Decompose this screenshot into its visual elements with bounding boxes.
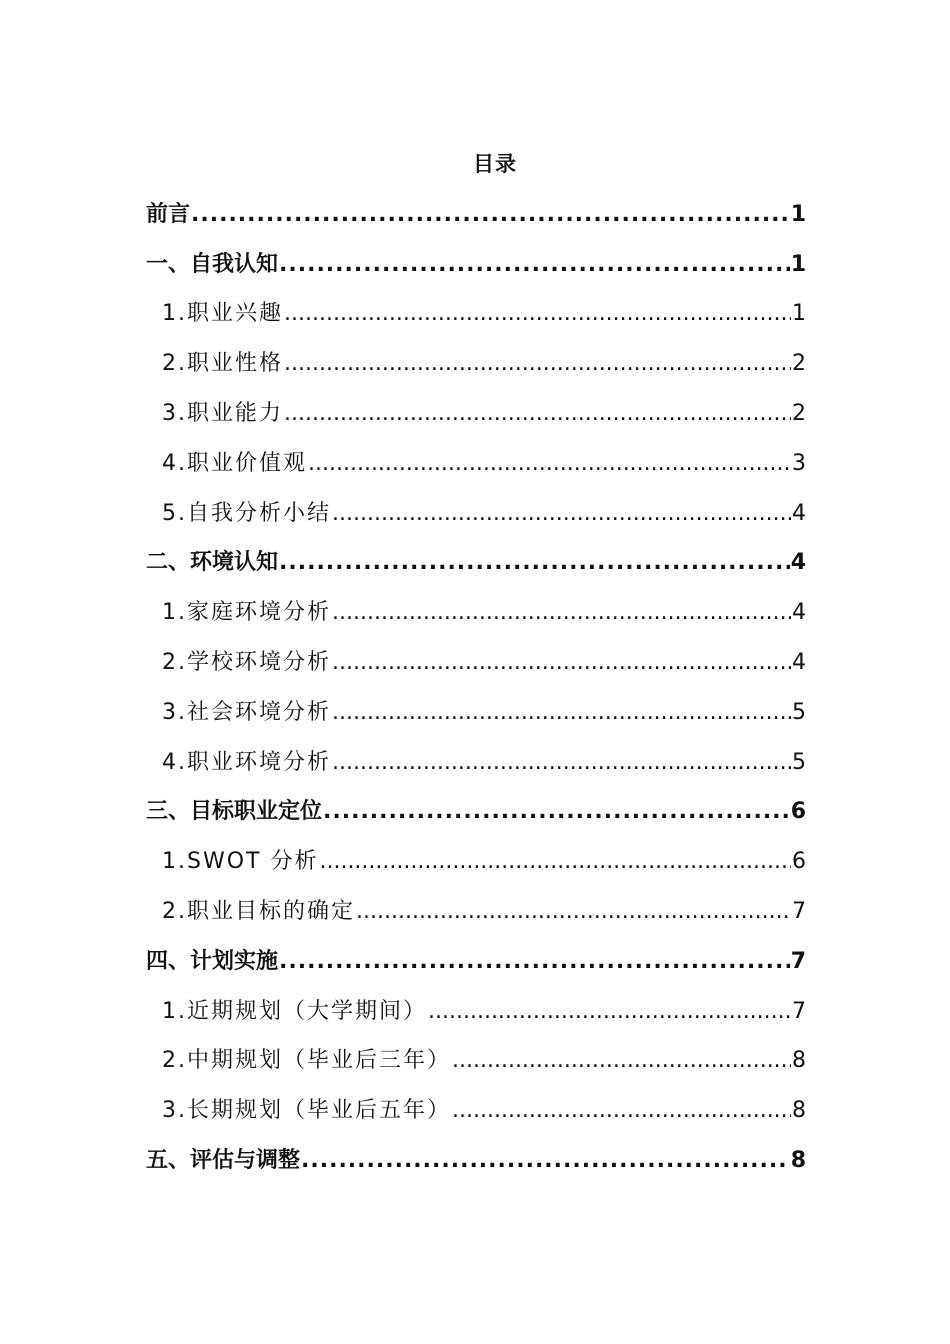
toc-entry-page: 6: [792, 849, 806, 875]
toc-entry-page: 4: [792, 500, 806, 526]
toc-leader-dots: [279, 552, 790, 574]
toc-entry-label: 前言: [146, 201, 191, 227]
toc-entry-label: 1.家庭环境分析: [162, 600, 331, 626]
toc-leader-dots: [332, 602, 791, 624]
toc-entry-page: 4: [792, 650, 806, 676]
toc-subentry[interactable]: [146, 339, 806, 389]
toc-entry-label: 五、评估与调整: [146, 1148, 301, 1174]
toc-entry-page: 7: [790, 948, 806, 974]
toc-entry-label: 4.职业价值观: [162, 450, 307, 476]
toc-entry-page: 5: [792, 749, 806, 775]
toc-entry-label: 一、自我认知: [146, 251, 279, 277]
toc-entry-page: 5: [792, 699, 806, 725]
toc-leader-dots: [332, 503, 791, 525]
toc-entry-page: 2: [792, 401, 806, 427]
toc-entry-page: 2: [792, 351, 806, 377]
toc-subentry[interactable]: [146, 489, 806, 539]
toc-entry-label: 二、环境认知: [146, 550, 279, 576]
toc-leader-dots: [452, 1100, 791, 1122]
toc-leader-dots: [428, 1001, 791, 1023]
toc-leader-dots: [284, 403, 791, 425]
toc-subentry[interactable]: [146, 1037, 806, 1087]
toc-entry-page: 7: [792, 899, 806, 925]
toc-leader-dots: [308, 453, 791, 475]
toc-leader-dots: [279, 254, 790, 276]
toc-title: 目录: [473, 152, 517, 176]
toc-entry-label: 3.社会环境分析: [162, 699, 331, 725]
toc-entry-label: 1.近期规划（大学期间）: [162, 998, 427, 1024]
toc-entry-label: 2.学校环境分析: [162, 650, 331, 676]
toc-entry-label: 1.SWOT 分析: [162, 849, 319, 875]
toc-leader-dots: [284, 353, 791, 375]
toc-entry-label: 3.职业能力: [162, 401, 283, 427]
toc-entry-page: 3: [792, 450, 806, 476]
toc-leader-dots: [279, 951, 790, 973]
toc-leader-dots: [284, 303, 791, 325]
toc-subentry[interactable]: [146, 439, 806, 489]
toc-entry-label: 2.职业目标的确定: [162, 899, 355, 925]
toc-entry-page: 4: [792, 600, 806, 626]
toc-subentry[interactable]: [146, 987, 806, 1037]
toc-entry-label: 四、计划实施: [146, 948, 279, 974]
toc-entry-label: 三、目标职业定位: [146, 799, 323, 825]
toc-entry-page: 8: [792, 1098, 806, 1124]
toc-subentry[interactable]: [146, 389, 806, 439]
toc-entry[interactable]: [146, 788, 806, 838]
toc-subentry[interactable]: [146, 1086, 806, 1136]
toc-leader-dots: [332, 702, 791, 724]
toc-subentry[interactable]: [146, 290, 806, 340]
toc-entry-page: 8: [792, 1048, 806, 1074]
toc-entry-page: 1: [790, 201, 806, 227]
toc-entry-page: 4: [790, 550, 806, 576]
toc-entry-label: 4.职业环境分析: [162, 749, 331, 775]
toc-entry-label: 2.职业性格: [162, 351, 283, 377]
toc-subentry[interactable]: [146, 837, 806, 887]
toc-leader-dots: [301, 1150, 790, 1172]
toc-subentry[interactable]: [146, 688, 806, 738]
toc-entry[interactable]: [146, 937, 806, 987]
toc-leader-dots: [332, 652, 791, 674]
toc-leader-dots: [319, 851, 791, 873]
toc-entry[interactable]: [146, 539, 806, 589]
toc-subentry[interactable]: [146, 738, 806, 788]
toc-leader-dots: [452, 1050, 791, 1072]
toc-entry[interactable]: [146, 240, 806, 290]
toc-leader-dots: [356, 901, 791, 923]
toc-entry[interactable]: [146, 190, 806, 240]
toc-entry-label: 1.职业兴趣: [162, 301, 283, 327]
table-of-contents: [146, 190, 806, 1186]
toc-leader-dots: [191, 204, 790, 226]
toc-entry-label: 3.长期规划（毕业后五年）: [162, 1098, 451, 1124]
toc-entry-page: 1: [790, 251, 806, 277]
toc-leader-dots: [332, 752, 791, 774]
toc-entry-label: 5.自我分析小结: [162, 500, 331, 526]
toc-entry[interactable]: [146, 1136, 806, 1186]
toc-subentry[interactable]: [146, 638, 806, 688]
toc-subentry[interactable]: [146, 588, 806, 638]
toc-entry-page: 8: [790, 1148, 806, 1174]
toc-leader-dots: [323, 801, 790, 823]
toc-entry-label: 2.中期规划（毕业后三年）: [162, 1048, 451, 1074]
toc-subentry[interactable]: [146, 887, 806, 937]
toc-entry-page: 7: [792, 998, 806, 1024]
toc-entry-page: 6: [790, 799, 806, 825]
toc-entry-page: 1: [792, 301, 806, 327]
